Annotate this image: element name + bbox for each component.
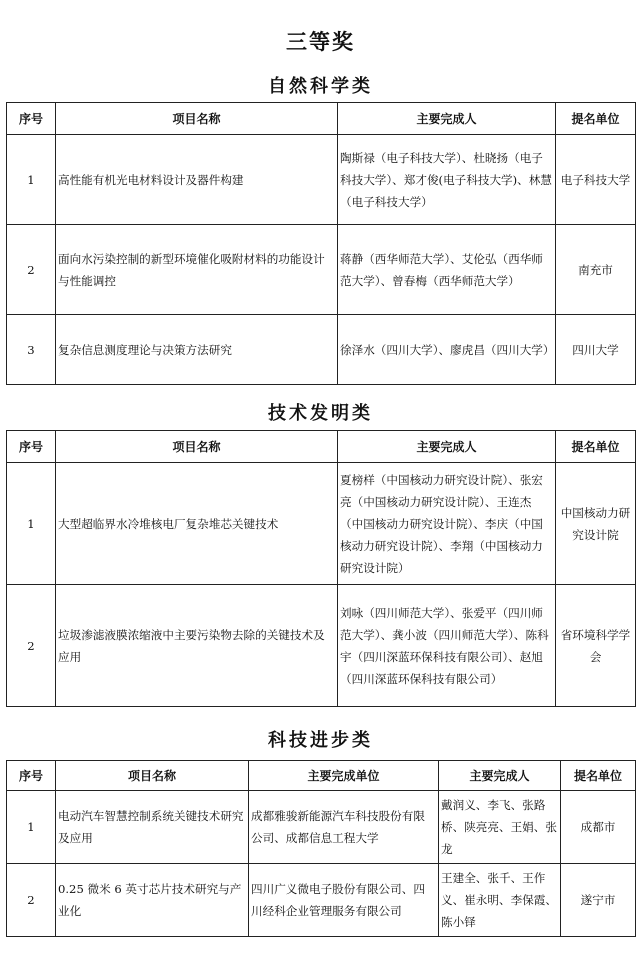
header-nominator: 提名单位 bbox=[556, 103, 636, 135]
header-nominator: 提名单位 bbox=[561, 761, 636, 791]
header-main-units: 主要完成单位 bbox=[249, 761, 439, 791]
row-no: 2 bbox=[7, 585, 56, 707]
table-row bbox=[7, 135, 636, 225]
tech-progress-table bbox=[6, 760, 636, 937]
header-project-name: 项目名称 bbox=[56, 761, 249, 791]
header-main-people: 主要完成人 bbox=[338, 103, 556, 135]
row-main-people: 夏榜样（中国核动力研究设计院）、张宏亮（中国核动力研究设计院）、王连杰（中国核动力研究设计院）、李庆（中国核动力研究设计院）、李翔（中国核动力研究设计院） bbox=[338, 463, 556, 585]
row-no: 3 bbox=[7, 315, 56, 385]
section-heading-tech-progress: 科技进步类 bbox=[268, 730, 373, 751]
row-nominator: 电子科技大学 bbox=[556, 135, 636, 225]
table-row bbox=[7, 315, 636, 385]
row-main-people: 刘咏（四川师范大学）、张爱平（四川师范大学）、龚小波（四川师范大学）、陈科宇（四川深蓝环保科技有限公司）、赵旭（四川深蓝环保科技有限公司） bbox=[338, 585, 556, 707]
table-row bbox=[7, 463, 636, 585]
row-nominator: 成都市 bbox=[561, 791, 636, 864]
row-main-people: 王建全、张千、王作义、崔永明、李保霞、陈小铎 bbox=[439, 864, 561, 937]
row-main-people: 蒋静（西华师范大学）、艾伦弘（西华师范大学）、曾春梅（西华师范大学） bbox=[338, 225, 556, 315]
row-project-name: 大型超临界水冷堆核电厂复杂堆芯关键技术 bbox=[56, 463, 338, 585]
row-project-name: 电动汽车智慧控制系统关键技术研究及应用 bbox=[56, 791, 249, 864]
row-project-name: 高性能有机光电材料设计及器件构建 bbox=[56, 135, 338, 225]
header-no: 序号 bbox=[7, 431, 56, 463]
header-main-people: 主要完成人 bbox=[439, 761, 561, 791]
row-nominator: 四川大学 bbox=[556, 315, 636, 385]
row-project-name: 面向水污染控制的新型环境催化吸附材料的功能设计与性能调控 bbox=[56, 225, 338, 315]
table-header-row bbox=[7, 761, 636, 791]
row-no: 2 bbox=[7, 864, 56, 937]
table-row bbox=[7, 791, 636, 864]
section-heading-natural-science: 自然科学类 bbox=[268, 76, 373, 97]
row-no: 2 bbox=[7, 225, 56, 315]
row-no: 1 bbox=[7, 463, 56, 585]
row-project-name: 垃圾渗滤液膜浓缩液中主要污染物去除的关键技术及应用 bbox=[56, 585, 338, 707]
row-project-name: 0.25 微米 6 英寸芯片技术研究与产业化 bbox=[56, 864, 249, 937]
header-project-name: 项目名称 bbox=[56, 431, 338, 463]
row-main-people: 徐泽水（四川大学）、廖虎昌（四川大学） bbox=[338, 315, 556, 385]
row-nominator: 遂宁市 bbox=[561, 864, 636, 937]
table-row bbox=[7, 864, 636, 937]
row-no: 1 bbox=[7, 135, 56, 225]
row-project-name: 复杂信息测度理论与决策方法研究 bbox=[56, 315, 338, 385]
header-project-name: 项目名称 bbox=[56, 103, 338, 135]
header-no: 序号 bbox=[7, 103, 56, 135]
technical-invention-table bbox=[6, 430, 636, 707]
table-header-row bbox=[7, 431, 636, 463]
table-row bbox=[7, 225, 636, 315]
row-main-people: 戴润义、李飞、张路桥、陕亮亮、王娟、张龙 bbox=[439, 791, 561, 864]
row-nominator: 南充市 bbox=[556, 225, 636, 315]
header-main-people: 主要完成人 bbox=[338, 431, 556, 463]
header-nominator: 提名单位 bbox=[556, 431, 636, 463]
header-no: 序号 bbox=[7, 761, 56, 791]
table-row bbox=[7, 585, 636, 707]
page-title: 三等奖 bbox=[286, 30, 355, 54]
row-main-people: 陶斯禄（电子科技大学）、杜晓扬（电子科技大学）、郑才俊(电子科技大学)、林慧（电子科技大学） bbox=[338, 135, 556, 225]
row-main-units: 四川广义微电子股份有限公司、四川经科企业管理服务有限公司 bbox=[249, 864, 439, 937]
table-header-row bbox=[7, 103, 636, 135]
row-main-units: 成都雅骏新能源汽车科技股份有限公司、成都信息工程大学 bbox=[249, 791, 439, 864]
row-nominator: 省环境科学学会 bbox=[556, 585, 636, 707]
natural-science-table bbox=[6, 102, 636, 385]
row-no: 1 bbox=[7, 791, 56, 864]
row-nominator: 中国核动力研究设计院 bbox=[556, 463, 636, 585]
section-heading-technical-invention: 技术发明类 bbox=[268, 403, 373, 424]
